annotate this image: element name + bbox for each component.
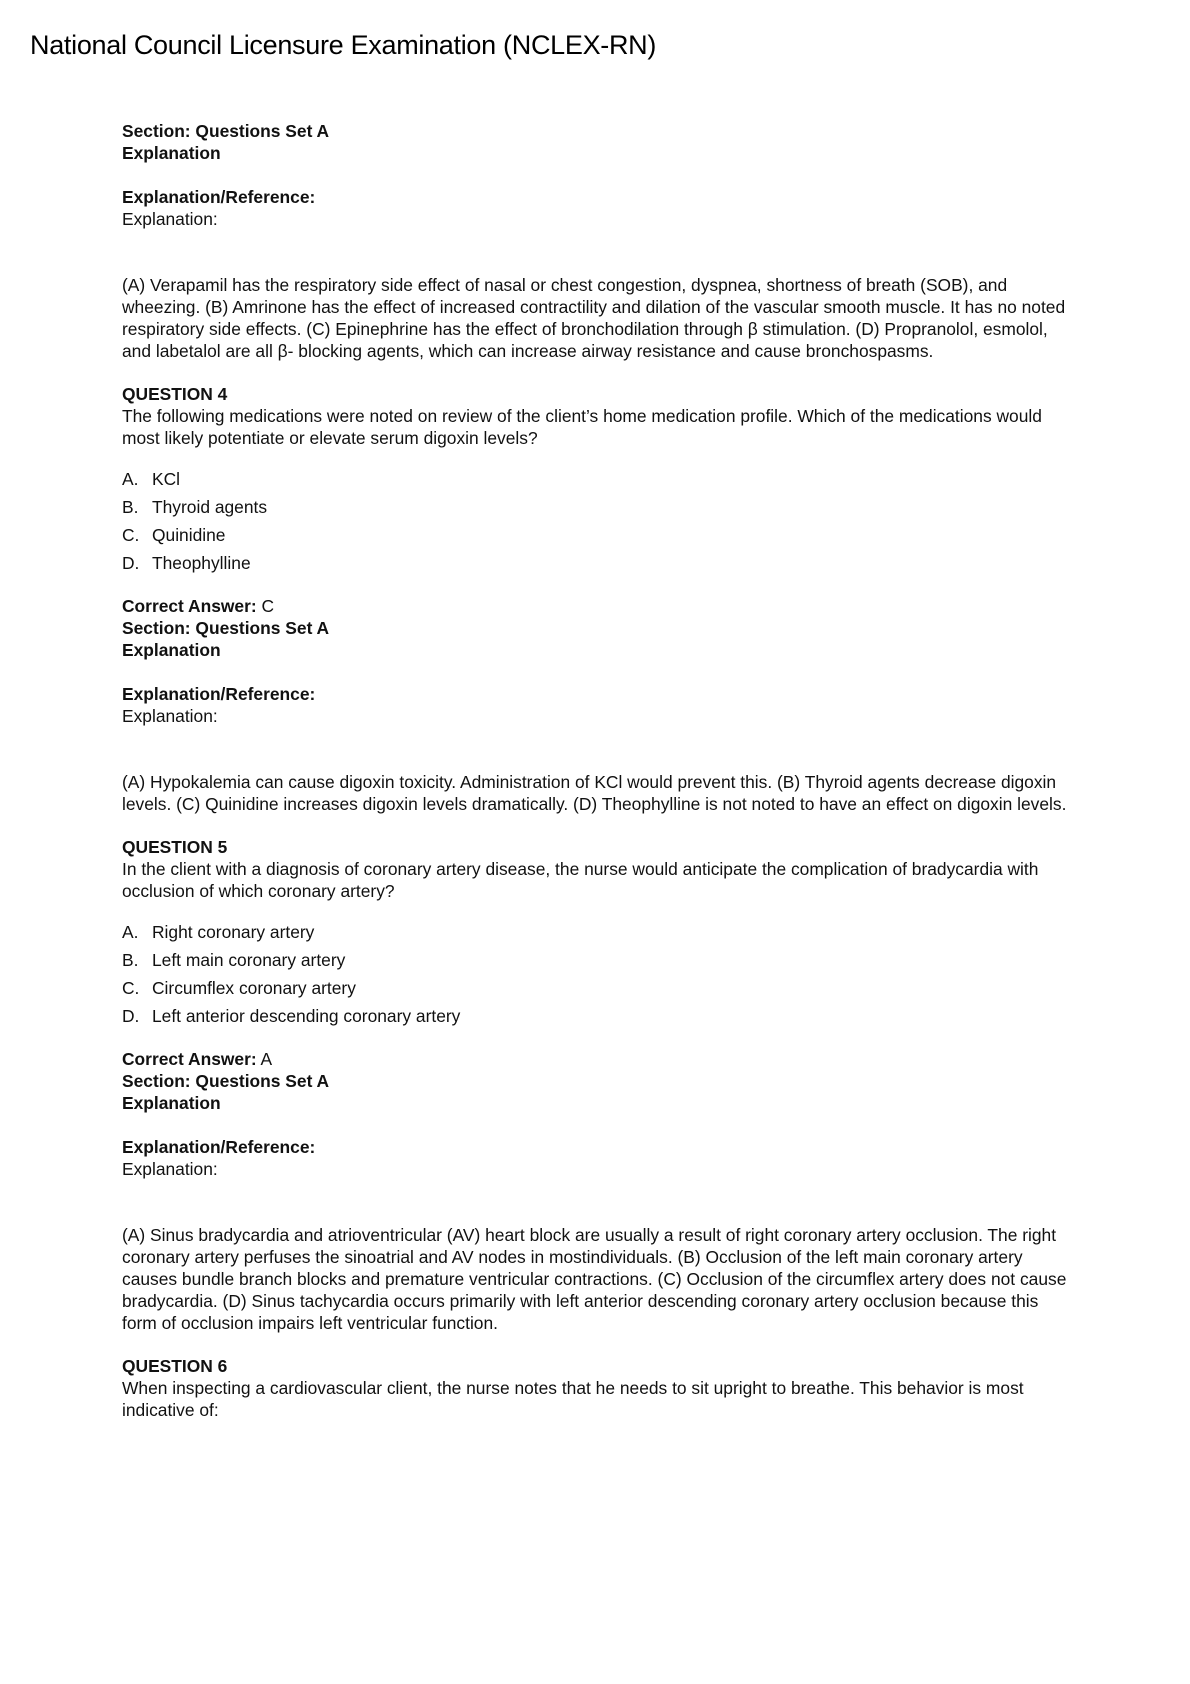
question-text: In the client with a diagnosis of coronary artery disease, the nurse would anticipate the complication of bradycardia with occlusion of which coronary artery?: [122, 859, 1039, 901]
option-text: Left main coronary artery: [152, 950, 346, 970]
correct-answer-value: A: [260, 1049, 273, 1069]
option-letter: B.: [122, 497, 139, 517]
explanation-text: (A) Verapamil has the respiratory side effect of nasal or chest congestion, dyspnea, shortness of breath (SOB), and wheezing. (B) Amrinone has the effect of increased contractility and dilation of the vascular smooth muscle. It has no noted respiratory side effects. (C) Epinephrine has the effect of bronchodilation through β stimulation. (D) Propranolol, esmolol, and labetalol are all β- blocking agents, which can increase airway resistance and cause bronchospasms.: [122, 275, 1066, 361]
question-heading: QUESTION 5: [122, 837, 228, 857]
option-a: [122, 465, 1072, 493]
option-letter: C.: [122, 525, 140, 545]
previous-explanation-block: [122, 120, 1072, 362]
correct-answer-label: Correct Answer:: [122, 596, 257, 616]
section-label: Section: Questions Set A: [122, 121, 330, 141]
option-letter: C.: [122, 978, 140, 998]
option-letter: D.: [122, 1006, 140, 1026]
correct-answer-value: C: [261, 596, 275, 616]
question-block-5: [122, 836, 1072, 1334]
option-text: Quinidine: [152, 525, 226, 545]
explanation-text: (A) Hypokalemia can cause digoxin toxicity. Administration of KCl would prevent this. (B) Thyroid agents decrease digoxin levels. (C) Quinidine increases digoxin levels dramatically. (D) Theophylline is not noted to have an effect on digoxin levels.: [122, 772, 1067, 814]
explanation-reference-label: Explanation/Reference:: [122, 684, 316, 704]
question-text: The following medications were noted on review of the client’s home medication profile. Which of the medications would most likely potentiate or elevate serum digoxin levels?: [122, 406, 1042, 448]
answer-options: [122, 465, 1072, 577]
document-body: [122, 120, 1072, 1421]
option-text: KCl: [152, 469, 181, 489]
option-text: Right coronary artery: [152, 922, 315, 942]
question-heading: QUESTION 4: [122, 384, 228, 404]
option-letter: D.: [122, 553, 140, 573]
option-text: Thyroid agents: [152, 497, 268, 517]
correct-answer-label: Correct Answer:: [122, 1049, 257, 1069]
explanation-label: Explanation:: [122, 706, 218, 726]
question-block-6: [122, 1355, 1072, 1421]
option-b: [122, 493, 1072, 521]
option-letter: A.: [122, 922, 139, 942]
section-label: Section: Questions Set A: [122, 1071, 330, 1091]
question-heading: QUESTION 6: [122, 1356, 228, 1376]
explanation-label: Explanation:: [122, 209, 218, 229]
answer-options: [122, 918, 1072, 1030]
option-c: [122, 974, 1072, 1002]
section-label: Section: Questions Set A: [122, 618, 330, 638]
option-b: [122, 946, 1072, 974]
option-text: Left anterior descending coronary artery: [152, 1006, 461, 1026]
option-letter: B.: [122, 950, 139, 970]
explanation-heading: Explanation: [122, 1093, 221, 1113]
option-a: [122, 918, 1072, 946]
option-text: Circumflex coronary artery: [152, 978, 356, 998]
question-block-4: [122, 383, 1072, 815]
explanation-heading: Explanation: [122, 143, 221, 163]
explanation-reference-label: Explanation/Reference:: [122, 187, 316, 207]
option-text: Theophylline: [152, 553, 251, 573]
option-letter: A.: [122, 469, 139, 489]
question-text: When inspecting a cardiovascular client, the nurse notes that he needs to sit upright to breathe. This behavior is most indicative of:: [122, 1378, 1024, 1420]
explanation-label: Explanation:: [122, 1159, 218, 1179]
option-d: [122, 1002, 1072, 1030]
option-d: [122, 549, 1072, 577]
correct-answer-line: [122, 595, 1072, 617]
correct-answer-line: [122, 1048, 1072, 1070]
explanation-heading: Explanation: [122, 640, 221, 660]
explanation-reference-label: Explanation/Reference:: [122, 1137, 316, 1157]
explanation-text: (A) Sinus bradycardia and atrioventricular (AV) heart block are usually a result of right coronary artery occlusion. The right coronary artery perfuses the sinoatrial and AV nodes in mostindividuals. (B) Occlusion of the left main coronary artery causes bundle branch blocks and premature ventricular contractions. (C) Occlusion of the circumflex artery does not cause bradycardia. (D) Sinus tachycardia occurs primarily with left anterior descending coronary artery occlusion because this form of occlusion impairs left ventricular function.: [122, 1225, 1067, 1333]
document-title: National Council Licensure Examination (NCLEX-RN): [30, 30, 657, 60]
option-c: [122, 521, 1072, 549]
